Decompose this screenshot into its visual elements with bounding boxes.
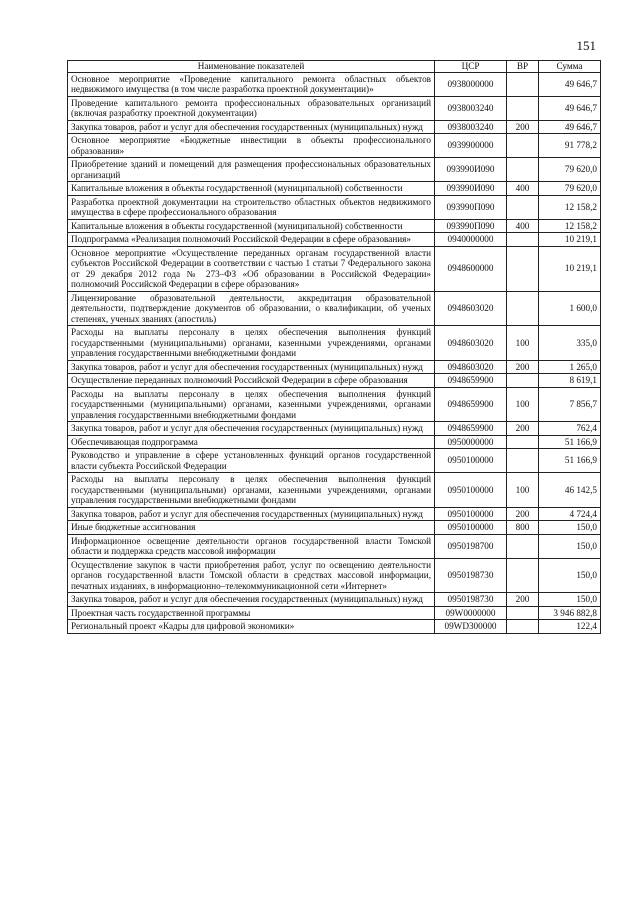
table-row xyxy=(68,593,601,607)
cell-vr: 200 xyxy=(507,507,539,521)
cell-vr xyxy=(507,96,539,120)
cell-csr: 093990И090 xyxy=(435,158,507,182)
cell-csr: 0940000000 xyxy=(435,233,507,247)
table-row xyxy=(68,96,601,120)
header-sum: Сумма xyxy=(539,61,601,73)
table-row xyxy=(68,558,601,593)
cell-vr: 100 xyxy=(507,473,539,508)
cell-sum: 1 600,0 xyxy=(539,291,601,326)
cell-name: Осуществление переданных полномочий Российской Федерации в сфере образования xyxy=(68,374,435,388)
table-row xyxy=(68,326,601,361)
cell-vr: 200 xyxy=(507,120,539,134)
cell-sum: 79 620,0 xyxy=(539,182,601,196)
cell-vr xyxy=(507,291,539,326)
cell-vr: 200 xyxy=(507,360,539,374)
cell-vr xyxy=(507,435,539,449)
cell-name: Закупка товаров, работ и услуг для обеспечения государственных (муниципальных) нужд xyxy=(68,360,435,374)
cell-csr: 0950198730 xyxy=(435,593,507,607)
cell-sum: 1 265,0 xyxy=(539,360,601,374)
cell-vr: 400 xyxy=(507,182,539,196)
cell-sum: 12 158,2 xyxy=(539,195,601,219)
cell-sum: 49 646,7 xyxy=(539,120,601,134)
cell-name: Основное мероприятие «Бюджетные инвестиции в объекты профессионального образования» xyxy=(68,134,435,158)
table-row xyxy=(68,72,601,96)
cell-csr: 0938000000 xyxy=(435,72,507,96)
header-csr: ЦСР xyxy=(435,61,507,73)
cell-sum: 3 946 882,8 xyxy=(539,606,601,620)
cell-name: Основное мероприятие «Проведение капитального ремонта областных объектов недвижимого имущества (в том числе разработка проектной документации)» xyxy=(68,72,435,96)
cell-name: Иные бюджетные ассигнования xyxy=(68,521,435,535)
cell-csr: 0948659900 xyxy=(435,374,507,388)
table-row xyxy=(68,360,601,374)
table-row xyxy=(68,422,601,436)
budget-table xyxy=(67,60,601,634)
cell-name: Закупка товаров, работ и услуг для обеспечения государственных (муниципальных) нужд xyxy=(68,507,435,521)
cell-sum: 51 166,9 xyxy=(539,449,601,473)
cell-csr: 093990И090 xyxy=(435,182,507,196)
table-row xyxy=(68,120,601,134)
cell-sum: 122,4 xyxy=(539,620,601,634)
cell-name: Проведение капитального ремонта профессиональных образовательных организаций (включая разработку проектной документации) xyxy=(68,96,435,120)
table-row xyxy=(68,387,601,422)
cell-name: Приобретение зданий и помещений для размещения профессиональных образовательных организаций xyxy=(68,158,435,182)
cell-vr xyxy=(507,558,539,593)
cell-csr: 0948659900 xyxy=(435,387,507,422)
cell-name: Капитальные вложения в объекты государственной (муниципальной) собственности xyxy=(68,219,435,233)
cell-vr xyxy=(507,233,539,247)
table-row xyxy=(68,521,601,535)
cell-csr: 09WD300000 xyxy=(435,620,507,634)
table-row xyxy=(68,507,601,521)
cell-vr xyxy=(507,620,539,634)
cell-sum: 762,4 xyxy=(539,422,601,436)
cell-name: Осуществление закупок в части приобретения работ, услуг по освещению деятельности органов государственной власти Томской области в средствах массовой информации, печатных изданиях, в информационно–телекоммуникационной сети «Интернет» xyxy=(68,558,435,593)
cell-name: Проектная часть государственной программы xyxy=(68,606,435,620)
header-vr: ВР xyxy=(507,61,539,73)
cell-csr: 0948600000 xyxy=(435,246,507,291)
table-row xyxy=(68,233,601,247)
cell-vr xyxy=(507,606,539,620)
cell-csr: 0948603020 xyxy=(435,326,507,361)
cell-sum: 91 778,2 xyxy=(539,134,601,158)
cell-sum: 150,0 xyxy=(539,534,601,558)
cell-sum: 7 856,7 xyxy=(539,387,601,422)
table-row xyxy=(68,134,601,158)
cell-name: Лицензирование образовательной деятельности, аккредитация образовательной деятельности, подтверждение документов об образовании, о квалификации, об ученых степенях, ученых званиях (апостиль) xyxy=(68,291,435,326)
cell-vr xyxy=(507,374,539,388)
table-row xyxy=(68,158,601,182)
table-row xyxy=(68,195,601,219)
page-number: 151 xyxy=(576,38,596,53)
cell-sum: 49 646,7 xyxy=(539,96,601,120)
cell-sum: 10 219,1 xyxy=(539,233,601,247)
table-row xyxy=(68,246,601,291)
cell-csr: 09W0000000 xyxy=(435,606,507,620)
cell-sum: 79 620,0 xyxy=(539,158,601,182)
cell-sum: 4 724,4 xyxy=(539,507,601,521)
cell-name: Расходы на выплаты персоналу в целях обеспечения выполнения функций государственными (муниципальными) органами, казенными учреждениями, органами управления государственными внебюджетными фондами xyxy=(68,326,435,361)
cell-csr: 0950100000 xyxy=(435,507,507,521)
cell-vr xyxy=(507,134,539,158)
cell-csr: 0938003240 xyxy=(435,96,507,120)
cell-vr: 100 xyxy=(507,326,539,361)
cell-name: Обеспечивающая подпрограмма xyxy=(68,435,435,449)
cell-vr: 200 xyxy=(507,422,539,436)
cell-csr: 0950198700 xyxy=(435,534,507,558)
cell-name: Капитальные вложения в объекты государственной (муниципальной) собственности xyxy=(68,182,435,196)
cell-vr: 200 xyxy=(507,593,539,607)
cell-sum: 335,0 xyxy=(539,326,601,361)
cell-sum: 150,0 xyxy=(539,558,601,593)
table-body xyxy=(68,72,601,633)
cell-vr: 100 xyxy=(507,387,539,422)
cell-vr xyxy=(507,72,539,96)
table-row xyxy=(68,435,601,449)
cell-vr: 800 xyxy=(507,521,539,535)
table-row xyxy=(68,449,601,473)
cell-vr xyxy=(507,534,539,558)
cell-csr: 0948659900 xyxy=(435,422,507,436)
cell-csr: 0939900000 xyxy=(435,134,507,158)
table-row xyxy=(68,182,601,196)
table-row xyxy=(68,473,601,508)
cell-sum: 12 158,2 xyxy=(539,219,601,233)
cell-name: Расходы на выплаты персоналу в целях обеспечения выполнения функций государственными (муниципальными) органами, казенными учреждениями, органами управления государственными внебюджетными фондами xyxy=(68,473,435,508)
cell-csr: 0950198730 xyxy=(435,558,507,593)
cell-sum: 49 646,7 xyxy=(539,72,601,96)
table-row xyxy=(68,606,601,620)
cell-name: Закупка товаров, работ и услуг для обеспечения государственных (муниципальных) нужд xyxy=(68,422,435,436)
cell-sum: 150,0 xyxy=(539,593,601,607)
cell-vr xyxy=(507,195,539,219)
cell-name: Подпрограмма «Реализация полномочий Российской Федерации в сфере образования» xyxy=(68,233,435,247)
table-row xyxy=(68,534,601,558)
cell-name: Руководство и управление в сфере установленных функций органов государственной власти субъекта Российской Федерации xyxy=(68,449,435,473)
cell-name: Информационное освещение деятельности органов государственной власти Томской области и поддержка средств массовой информации xyxy=(68,534,435,558)
cell-csr: 0950100000 xyxy=(435,521,507,535)
cell-vr xyxy=(507,158,539,182)
cell-sum: 10 219,1 xyxy=(539,246,601,291)
cell-csr: 0948603020 xyxy=(435,291,507,326)
table-header xyxy=(68,61,601,73)
cell-name: Основное мероприятие «Осуществление переданных органам государственной власти субъектов Российской Федерации в соответствии с частью 1 статьи 7 Федерального закона от 29 декабря 2012 года № 273–ФЗ «Об образовании в Российской Федерации» полномочий Российской Федерации в сфере образования» xyxy=(68,246,435,291)
cell-name: Закупка товаров, работ и услуг для обеспечения государственных (муниципальных) нужд xyxy=(68,120,435,134)
cell-name: Закупка товаров, работ и услуг для обеспечения государственных (муниципальных) нужд xyxy=(68,593,435,607)
cell-name: Расходы на выплаты персоналу в целях обеспечения выполнения функций государственными (муниципальными) органами, казенными учреждениями, органами управления государственными внебюджетными фондами xyxy=(68,387,435,422)
cell-csr: 0950100000 xyxy=(435,449,507,473)
cell-csr: 093990П090 xyxy=(435,195,507,219)
cell-csr: 0950000000 xyxy=(435,435,507,449)
cell-sum: 46 142,5 xyxy=(539,473,601,508)
cell-csr: 0938003240 xyxy=(435,120,507,134)
cell-sum: 150,0 xyxy=(539,521,601,535)
header-name: Наименование показателей xyxy=(68,61,435,73)
cell-sum: 51 166,9 xyxy=(539,435,601,449)
cell-vr xyxy=(507,246,539,291)
table-row xyxy=(68,374,601,388)
table-row xyxy=(68,291,601,326)
cell-name: Разработка проектной документации на строительство областных объектов недвижимого имущества в сфере профессионального образования xyxy=(68,195,435,219)
cell-csr: 0948603020 xyxy=(435,360,507,374)
table-row xyxy=(68,219,601,233)
cell-sum: 8 619,1 xyxy=(539,374,601,388)
cell-csr: 093990П090 xyxy=(435,219,507,233)
cell-vr: 400 xyxy=(507,219,539,233)
cell-name: Региональный проект «Кадры для цифровой экономики» xyxy=(68,620,435,634)
cell-csr: 0950100000 xyxy=(435,473,507,508)
table-row xyxy=(68,620,601,634)
cell-vr xyxy=(507,449,539,473)
